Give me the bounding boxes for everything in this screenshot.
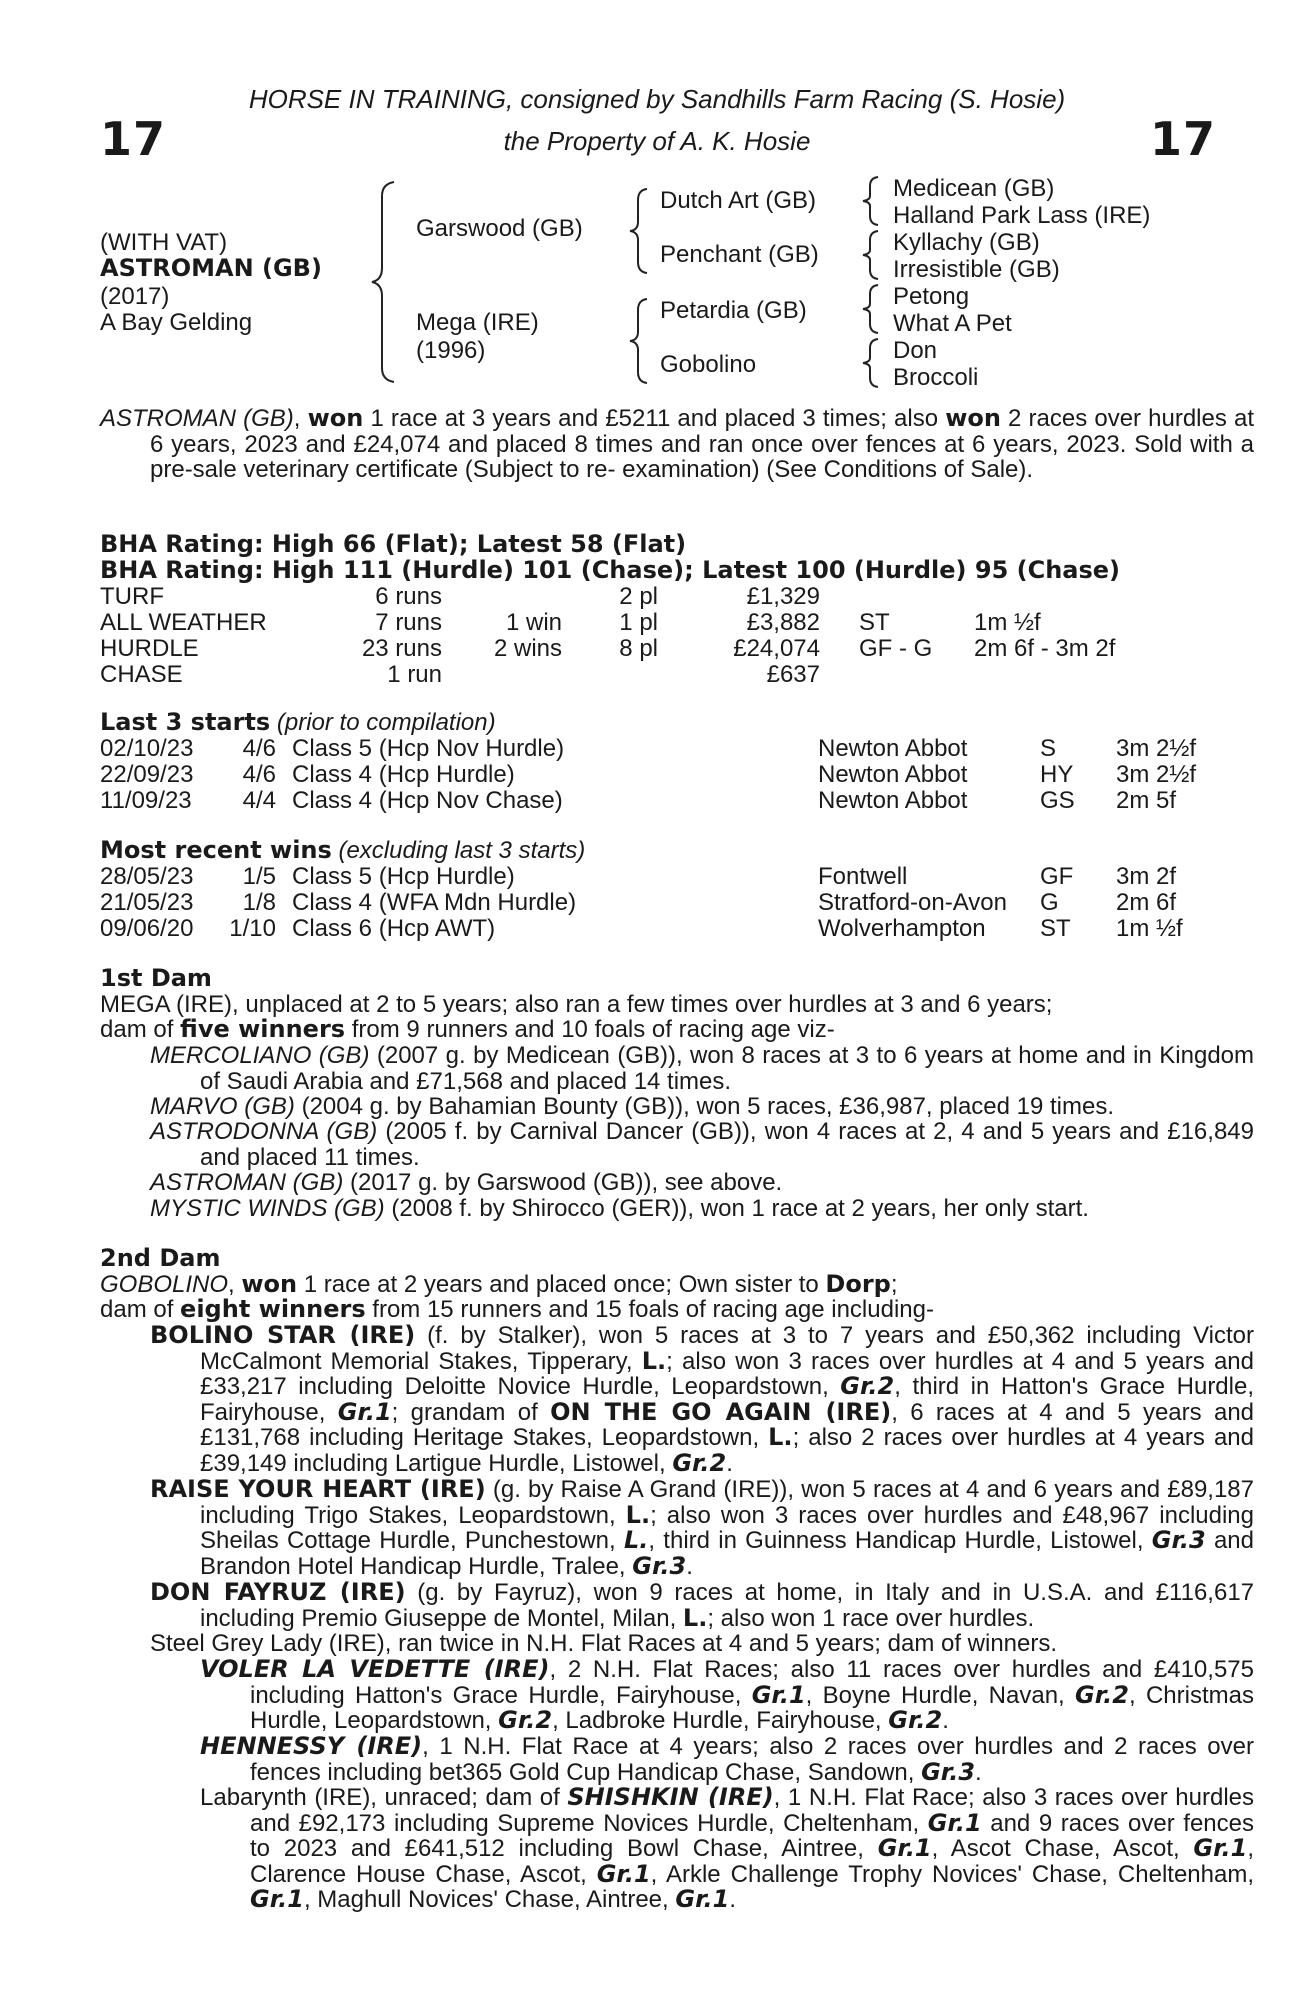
- race-going: ST: [1040, 915, 1071, 942]
- stats-wins: 2 wins: [493, 635, 562, 662]
- race-going: GF: [1040, 863, 1074, 890]
- raise-name: RAISE YOUR HEART (IRE): [150, 1475, 486, 1503]
- summary-won-2: won: [945, 404, 1001, 432]
- last3-title: Last 3 starts: [100, 708, 271, 736]
- group-mark: Gr.2: [840, 1372, 895, 1401]
- pedigree-sdd: Irresistible (GB): [893, 256, 1060, 283]
- dam2-name: GOBOLINO: [100, 1271, 229, 1298]
- race-position: 4/6: [242, 761, 276, 788]
- labarynth-t7: .: [729, 1886, 736, 1914]
- summary-text-2: 2 races over hurdles at 6 years, 2023 and £24,074 and placed 8 times and ran once over fences at 6 years, 2023. Sold with a pre-sale veterinary certificate (Subject to re- examination) (See Conditions of Sale).: [150, 405, 1255, 484]
- last3-heading: [100, 710, 496, 736]
- horse-year: (2017): [100, 283, 170, 310]
- dam1-offspring-4: [150, 1170, 1254, 1196]
- pedigree-ssd: Halland Park Lass (IRE): [893, 202, 1151, 229]
- consignor-line: HORSE IN TRAINING, consigned by Sandhills Farm Racing (S. Hosie): [248, 84, 1066, 114]
- dam2-bolino-star: [150, 1323, 1254, 1477]
- raise-t4: and Brandon Hotel Handicap Hurdle, Tralee,: [200, 1527, 1255, 1580]
- shishkin-name: SHISHKIN (IRE): [567, 1783, 774, 1811]
- stats-runs: 6 runs: [375, 583, 442, 610]
- race-row: [0, 890, 1314, 916]
- stats-prize-money: £637: [766, 661, 820, 688]
- race-class: Class 5 (Hcp Hurdle): [292, 863, 515, 890]
- dam1-offspring-1: [150, 1043, 1254, 1094]
- offspring-text: (2008 f. by Shirocco (GER)), won 1 race at 2 years, her only start.: [384, 1195, 1089, 1222]
- dam1-offspring-2: [150, 1094, 1254, 1120]
- race-position: 4/4: [242, 787, 276, 814]
- stats-label: CHASE: [100, 661, 183, 688]
- bolino-t7: .: [726, 1449, 733, 1477]
- stats-label: HURDLE: [100, 635, 199, 662]
- group-mark: Gr.1: [751, 1680, 806, 1709]
- pedigree-dam: Mega (IRE): [416, 309, 539, 336]
- dam2-line2: [100, 1297, 934, 1323]
- labarynth-t3: , Ascot Chase, Ascot,: [931, 1835, 1194, 1863]
- stats-label: TURF: [100, 583, 164, 610]
- stats-going: GF - G: [859, 635, 933, 662]
- race-class: Class 4 (Hcp Nov Chase): [292, 787, 563, 814]
- listed-mark: L.: [641, 1346, 667, 1375]
- pedigree-brace-main: [368, 178, 408, 386]
- listed-mark: L.: [623, 1526, 649, 1555]
- raise-t1: (g. by Raise A Grand (IRE)), won 5 races at 4 and 6 years and £89,187 including Trigo Stakes, Leopardstown,: [200, 1476, 1255, 1529]
- pedigree-dsd: What A Pet: [893, 310, 1012, 337]
- group-mark: Gr.1: [675, 1885, 730, 1914]
- stats-going: ST: [859, 609, 890, 636]
- race-class: Class 4 (Hcp Hurdle): [292, 761, 515, 788]
- dam2-steel-grey-lady: Steel Grey Lady (IRE), ran twice in N.H. Flat Races at 4 and 5 years; dam of winners.: [150, 1630, 1058, 1657]
- group-mark: Gr.2: [888, 1706, 943, 1735]
- hennessy-t2: .: [975, 1758, 982, 1786]
- stats-label: ALL WEATHER: [100, 609, 267, 636]
- offspring-text: (2017 g. by Garswood (GB)), see above.: [343, 1169, 783, 1196]
- stats-prize-money: £3,882: [746, 609, 820, 636]
- recent-title: Most recent wins: [100, 836, 332, 864]
- race-date: 09/06/20: [100, 915, 194, 942]
- group-mark: Gr.1: [250, 1885, 304, 1914]
- stats-runs: 7 runs: [375, 609, 442, 636]
- offspring-name: MERCOLIANO (GB): [150, 1042, 370, 1069]
- don-t2: ; also won 1 race over hurdles.: [707, 1604, 1035, 1632]
- hennessy-t1: , 1 N.H. Flat Race at 4 years; also 2 races over hurdles and 2 races over fences including bet365 Gold Cup Handicap Chase, Sandown,: [250, 1733, 1254, 1786]
- race-row: [0, 736, 1314, 762]
- offspring-name: MARVO (GB): [150, 1093, 295, 1120]
- dam2-winners: eight winners: [180, 1295, 366, 1323]
- last3-note: (prior to compilation): [276, 709, 496, 736]
- dam2-text1: 1 race at 2 years and placed once; Own sister to: [297, 1271, 826, 1298]
- group-mark: Gr.1: [927, 1808, 982, 1837]
- stats-row: [0, 662, 1314, 688]
- voler-t5: .: [942, 1707, 949, 1735]
- vat-label: (WITH VAT): [100, 229, 228, 256]
- don-name: DON FAYRUZ (IRE): [150, 1578, 406, 1606]
- stats-row: [0, 584, 1314, 610]
- labarynth-t1: , 1 N.H. Flat Race; also 3 races over hurdles and £92,173 including Supreme Novices Hurdle, Cheltenham,: [250, 1784, 1254, 1837]
- dam2-sister: Dorp: [825, 1270, 891, 1298]
- dam1-line2: [100, 1017, 835, 1043]
- stats-distance: 2m 6f - 3m 2f: [974, 635, 1116, 662]
- race-summary: ASTROMAN (GB), won 1 race at 3 years and £5211 and placed 3 times; also won 2 races over hurdles at 6 years, 2023 and £24,074 and placed 8 times and ran once over fences at 6 years, 2023. Sold with a pre-sale veterinary certificate (Subject to re- examination) (See Conditions of Sale).: [100, 404, 1255, 484]
- property-line: the Property of A. K. Hosie: [503, 126, 811, 156]
- dam2-heading: 2nd Dam: [100, 1244, 221, 1272]
- race-distance: 3m 2½f: [1116, 761, 1197, 788]
- dam1-line1: MEGA (IRE), unplaced at 2 to 5 years; also ran a few times over hurdles at 3 and 6 years;: [100, 991, 1053, 1018]
- labarynth-t5: , Arkle Challenge Trophy Novices' Chase, Cheltenham,: [650, 1860, 1255, 1888]
- race-date: 02/10/23: [100, 735, 194, 762]
- dam2-won: won: [241, 1270, 298, 1298]
- don-t1: (g. by Fayruz), won 9 races at home, in Italy and in U.S.A. and £116,617 including Premio Giuseppe de Montel, Milan,: [200, 1579, 1255, 1632]
- offspring-text: (2005 f. by Carnival Dancer (GB)), won 4 races at 2, 4 and 5 years and £16,849 and placed 11 times.: [200, 1118, 1254, 1171]
- stats-runs: 23 runs: [361, 635, 442, 662]
- stats-prize-money: £1,329: [746, 583, 820, 610]
- bolino-t5: , 6 races at 4 and 5 years and £131,768 including Heritage Stakes, Leopardstown,: [200, 1398, 1255, 1452]
- bha-rating-jumps: BHA Rating: High 111 (Hurdle) 101 (Chase); Latest 100 (Hurdle) 95 (Chase): [100, 556, 1121, 584]
- group-mark: Gr.3: [921, 1757, 976, 1786]
- race-distance: 3m 2½f: [1116, 735, 1197, 762]
- stats-prize-money: £24,074: [733, 635, 820, 662]
- recent-note: (excluding last 3 starts): [338, 837, 586, 864]
- voler-name: VOLER LA VEDETTE (IRE): [200, 1655, 550, 1683]
- dam1-winners: five winners: [180, 1015, 346, 1043]
- horse-name: ASTROMAN (GB): [100, 254, 322, 282]
- pedigree-sire: Garswood (GB): [416, 215, 583, 242]
- lot-number-left: 17: [100, 112, 167, 166]
- pedigree-dd: Gobolino: [660, 351, 757, 378]
- pedigree-dss: Petong: [893, 283, 970, 310]
- race-course: Newton Abbot: [818, 735, 968, 762]
- voler-t1: , 2 N.H. Flat Races; also 11 races over hurdles and £410,575 including Hatton's Grace Hurdle, Fairyhouse,: [250, 1656, 1254, 1709]
- race-class: Class 4 (WFA Mdn Hurdle): [292, 889, 577, 916]
- group-mark: Gr.1: [596, 1859, 651, 1888]
- race-course: Newton Abbot: [818, 761, 968, 788]
- group-mark: Gr.2: [498, 1706, 553, 1735]
- voler-t4: , Ladbroke Hurdle, Fairyhouse,: [552, 1707, 889, 1735]
- stats-wins: 1 win: [505, 609, 562, 636]
- dam2-line1: GOBOLINO, won 1 race at 2 years and placed once; Own sister to Dorp;: [100, 1270, 898, 1298]
- race-date: 28/05/23: [100, 863, 194, 890]
- pedigree-sd: Penchant (GB): [660, 241, 819, 268]
- stats-placed: 8 pl: [619, 635, 658, 662]
- pedigree-brace-sd: [860, 228, 886, 282]
- pedigree-sss: Medicean (GB): [893, 175, 1055, 202]
- race-distance: 2m 5f: [1116, 787, 1177, 814]
- offspring-text: (2004 g. by Bahamian Bounty (GB)), won 5 races, £36,987, placed 19 times.: [294, 1093, 1115, 1120]
- stats-distance: 1m ½f: [974, 609, 1041, 636]
- race-class: Class 5 (Hcp Nov Hurdle): [292, 735, 565, 762]
- race-course: Fontwell: [818, 863, 908, 890]
- race-distance: 3m 2f: [1116, 863, 1177, 890]
- voler-t2: , Boyne Hurdle, Navan,: [805, 1681, 1076, 1709]
- race-course: Newton Abbot: [818, 787, 968, 814]
- labarynth-t0: Labarynth (IRE), unraced; dam of: [200, 1784, 568, 1811]
- dam1-heading: 1st Dam: [100, 964, 212, 992]
- dam2-raise-your-heart: [150, 1477, 1254, 1579]
- pedigree-brace-ss: [860, 174, 886, 228]
- lot-number-right: 17: [1150, 112, 1217, 166]
- listed-mark: L.: [768, 1423, 793, 1452]
- raise-t3: , third in Guinness Handicap Hurdle, Listowel,: [648, 1527, 1152, 1555]
- labarynth-t2: and 9 races over fences to 2023 and £641,512 including Bowl Chase, Aintree,: [250, 1809, 1254, 1863]
- summary-text-1: 1 race at 3 years and £5211 and placed 3 times; also: [363, 405, 946, 432]
- pedigree-brace-ds: [860, 282, 886, 336]
- bolino-t3: , third in Hatton's Grace Hurdle, Fairyhouse,: [200, 1373, 1254, 1426]
- dam1-line2a: dam of: [100, 1016, 181, 1043]
- race-course: Stratford-on-Avon: [818, 889, 1007, 916]
- race-position: 1/5: [242, 863, 276, 890]
- race-row: [0, 864, 1314, 890]
- labarynth-t4: , Clarence House Chase, Ascot,: [250, 1835, 1255, 1888]
- pedigree-ss: Dutch Art (GB): [660, 187, 817, 214]
- dam2-voler-la-vedette: [200, 1657, 1254, 1734]
- summary-horse-name: ASTROMAN (GB): [100, 405, 294, 432]
- group-mark: Gr.2: [1075, 1680, 1129, 1709]
- listed-mark: L.: [625, 1500, 651, 1529]
- offspring-name: ASTROMAN (GB): [150, 1169, 344, 1196]
- race-going: G: [1040, 889, 1059, 916]
- bolino-t4: ; grandam of: [391, 1398, 551, 1426]
- race-date: 21/05/23: [100, 889, 194, 916]
- dam1-offspring-5: [150, 1196, 1254, 1222]
- race-going: S: [1040, 735, 1057, 762]
- race-distance: 2m 6f: [1116, 889, 1177, 916]
- dam2-l2a: dam of: [100, 1296, 181, 1323]
- pedigree-ddd: Broccoli: [893, 364, 979, 391]
- recent-heading: [100, 838, 585, 864]
- race-position: 1/8: [242, 889, 276, 916]
- race-course: Wolverhampton: [818, 915, 986, 942]
- race-row: [0, 916, 1314, 942]
- group-mark: Gr.2: [672, 1448, 727, 1477]
- summary-won-1: won: [307, 404, 364, 432]
- bolino-t6: ; also 2 races over hurdles at 4 years and £39,149 including Lartigue Hurdle, Listowel,: [200, 1424, 1254, 1477]
- offspring-text: (2007 g. by Medicean (GB)), won 8 races at 3 to 6 years at home and in Kingdom of Saudi Arabia and £71,568 and placed 14 times.: [200, 1042, 1255, 1095]
- raise-t5: .: [686, 1552, 693, 1580]
- race-position: 4/6: [242, 735, 276, 762]
- pedigree-brace-dd: [860, 336, 886, 390]
- group-mark: Gr.3: [632, 1551, 687, 1580]
- horse-description: A Bay Gelding: [100, 309, 253, 336]
- raise-t2: ; also won 3 races over hurdles and £48,967 including Sheilas Cottage Hurdle, Punchestown,: [200, 1501, 1254, 1555]
- voler-t3: , Christmas Hurdle, Leopardstown,: [250, 1681, 1254, 1735]
- pedigree-ds: Petardia (GB): [660, 297, 807, 324]
- dam2-l2c: from 15 runners and 15 foals of racing age including-: [365, 1296, 934, 1323]
- offspring-name: MYSTIC WINDS (GB): [150, 1195, 385, 1222]
- labarynth-t6: , Maghull Novices' Chase, Aintree,: [303, 1886, 676, 1914]
- stats-placed: 1 pl: [619, 609, 658, 636]
- offspring-name: ASTRODONNA (GB): [150, 1118, 378, 1145]
- bolino-t1: (f. by Stalker), won 5 races at 3 to 7 years and £50,362 including Victor McCalmont Memorial Stakes, Tipperary,: [200, 1322, 1254, 1375]
- dam2-labarynth: [200, 1785, 1254, 1913]
- race-row: [0, 788, 1314, 814]
- hennessy-name: HENNESSY (IRE): [200, 1732, 423, 1760]
- group-mark: Gr.1: [877, 1834, 932, 1863]
- pedigree-dds: Don: [893, 337, 938, 364]
- pedigree-brace-sire: [627, 186, 657, 276]
- bha-rating-flat: BHA Rating: High 66 (Flat); Latest 58 (Flat): [100, 530, 687, 558]
- pedigree-dam-year: (1996): [416, 337, 486, 364]
- dam2-text2: ;: [890, 1271, 898, 1298]
- pedigree-sds: Kyllachy (GB): [893, 229, 1040, 256]
- stats-row: [0, 636, 1314, 662]
- stats-placed: 2 pl: [619, 583, 658, 610]
- race-position: 1/10: [229, 915, 276, 942]
- stats-runs: 1 run: [387, 661, 442, 688]
- race-date: 22/09/23: [100, 761, 194, 788]
- race-going: GS: [1040, 787, 1075, 814]
- dam1-offspring-3: [150, 1119, 1254, 1170]
- group-mark: Gr.1: [1193, 1834, 1248, 1863]
- race-class: Class 6 (Hcp AWT): [292, 915, 496, 942]
- bolino-name: BOLINO STAR (IRE): [150, 1321, 416, 1349]
- group-mark: Gr.3: [1151, 1526, 1206, 1555]
- dam2-hennessy: [200, 1734, 1254, 1785]
- race-going: HY: [1040, 761, 1074, 788]
- race-date: 11/09/23: [100, 787, 192, 814]
- race-row: [0, 762, 1314, 788]
- race-distance: 1m ½f: [1116, 915, 1183, 942]
- pedigree-brace-dam: [627, 296, 657, 386]
- dam2-don-fayruz: [150, 1580, 1254, 1631]
- listed-mark: L.: [682, 1603, 708, 1632]
- dam1-line2c: from 9 runners and 10 foals of racing age viz-: [345, 1016, 835, 1043]
- stats-row: [0, 610, 1314, 636]
- group-mark: Gr.1: [337, 1397, 392, 1426]
- on-the-go-again-name: ON THE GO AGAIN (IRE): [550, 1397, 892, 1426]
- bolino-t2: ; also won 3 races over hurdles at 4 and 5 years and £33,217 including Deloitte Novice Hurdle, Leopardstown,: [200, 1347, 1254, 1401]
